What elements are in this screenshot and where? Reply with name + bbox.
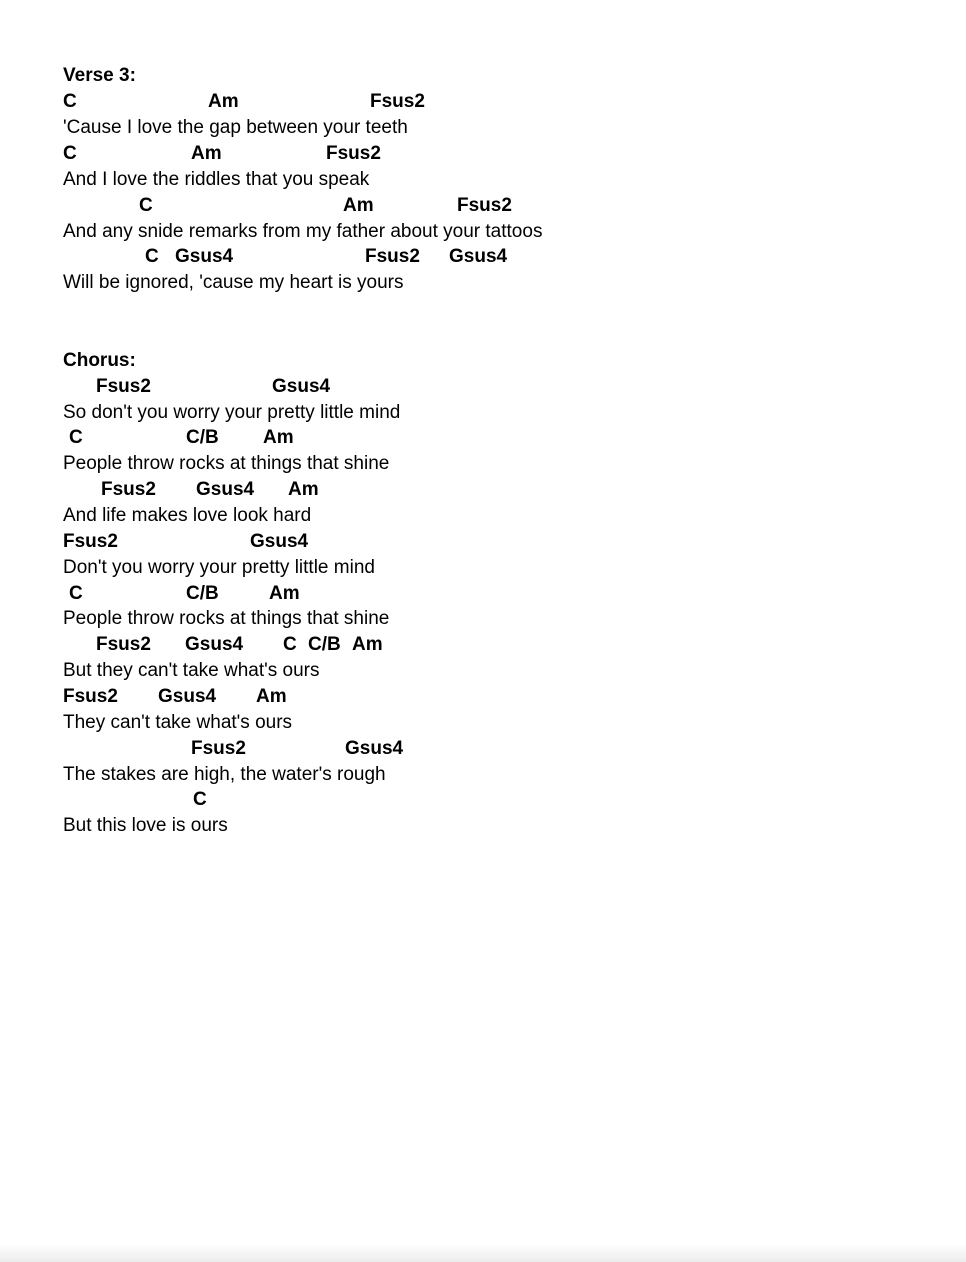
lyric-line: But this love is ours	[63, 815, 228, 836]
chord: Am	[191, 143, 222, 164]
chord-line	[0, 686, 966, 708]
lyric-line: And I love the riddles that you speak	[63, 169, 370, 190]
chord: C	[283, 634, 297, 655]
chord: C	[69, 427, 83, 448]
chord: Fsus2	[326, 143, 381, 164]
chord-line	[0, 634, 966, 656]
chord: Am	[263, 427, 294, 448]
chord: Gsus4	[185, 634, 244, 655]
chord: Am	[352, 634, 383, 655]
chord: C	[193, 789, 207, 810]
chord-line	[0, 376, 966, 398]
chord: Am	[256, 686, 287, 707]
chord: C	[69, 583, 83, 604]
chord-line	[0, 583, 966, 605]
lyric-line: Don't you worry your pretty little mind	[63, 557, 375, 578]
chord: Gsus4	[175, 246, 234, 267]
lyric-line: The stakes are high, the water's rough	[63, 764, 386, 785]
chord: C	[145, 246, 159, 267]
chorus-heading: Chorus:	[63, 350, 136, 371]
chord-line	[0, 195, 966, 217]
chord: Fsus2	[365, 246, 420, 267]
chord: Gsus4	[345, 738, 404, 759]
chord: Am	[343, 195, 374, 216]
chord: Fsus2	[101, 479, 156, 500]
chord: C/B	[308, 634, 341, 655]
chord: Fsus2	[96, 376, 151, 397]
chord-line	[0, 738, 966, 760]
lyric-line: They can't take what's ours	[63, 712, 293, 733]
lyric-line: People throw rocks at things that shine	[63, 608, 390, 629]
lyric-line: But they can't take what's ours	[63, 660, 320, 681]
chord: Fsus2	[63, 531, 118, 552]
chord: Gsus4	[158, 686, 217, 707]
chord: Am	[288, 479, 319, 500]
chord: Fsus2	[96, 634, 151, 655]
chord: C	[139, 195, 153, 216]
chord-line	[0, 479, 966, 501]
chord: C	[63, 91, 77, 112]
chord: C/B	[186, 583, 219, 604]
chord: C/B	[186, 427, 219, 448]
chord: Am	[269, 583, 300, 604]
chord-line	[0, 789, 966, 811]
chord: Fsus2	[191, 738, 246, 759]
lyric-line: So don't you worry your pretty little mind	[63, 402, 401, 423]
chord: Gsus4	[196, 479, 255, 500]
lyric-line: Will be ignored, 'cause my heart is yours	[63, 272, 404, 293]
verse-3-heading: Verse 3:	[63, 65, 136, 86]
lyric-line: People throw rocks at things that shine	[63, 453, 390, 474]
chord: C	[63, 143, 77, 164]
chord: Gsus4	[449, 246, 508, 267]
chord-line	[0, 531, 966, 553]
chord: Fsus2	[370, 91, 425, 112]
chord: Gsus4	[272, 376, 331, 397]
lyric-line: And any snide remarks from my father about your tattoos	[63, 221, 543, 242]
lyric-line: And life makes love look hard	[63, 505, 312, 526]
chord: Am	[208, 91, 239, 112]
chord-line	[0, 91, 966, 113]
chord: Fsus2	[63, 686, 118, 707]
page-bottom-edge	[0, 1244, 966, 1262]
lyric-line: 'Cause I love the gap between your teeth	[63, 117, 408, 138]
chord: Fsus2	[457, 195, 512, 216]
chord-line	[0, 246, 966, 268]
chord-line	[0, 143, 966, 165]
chord-line	[0, 427, 966, 449]
chord: Gsus4	[250, 531, 309, 552]
